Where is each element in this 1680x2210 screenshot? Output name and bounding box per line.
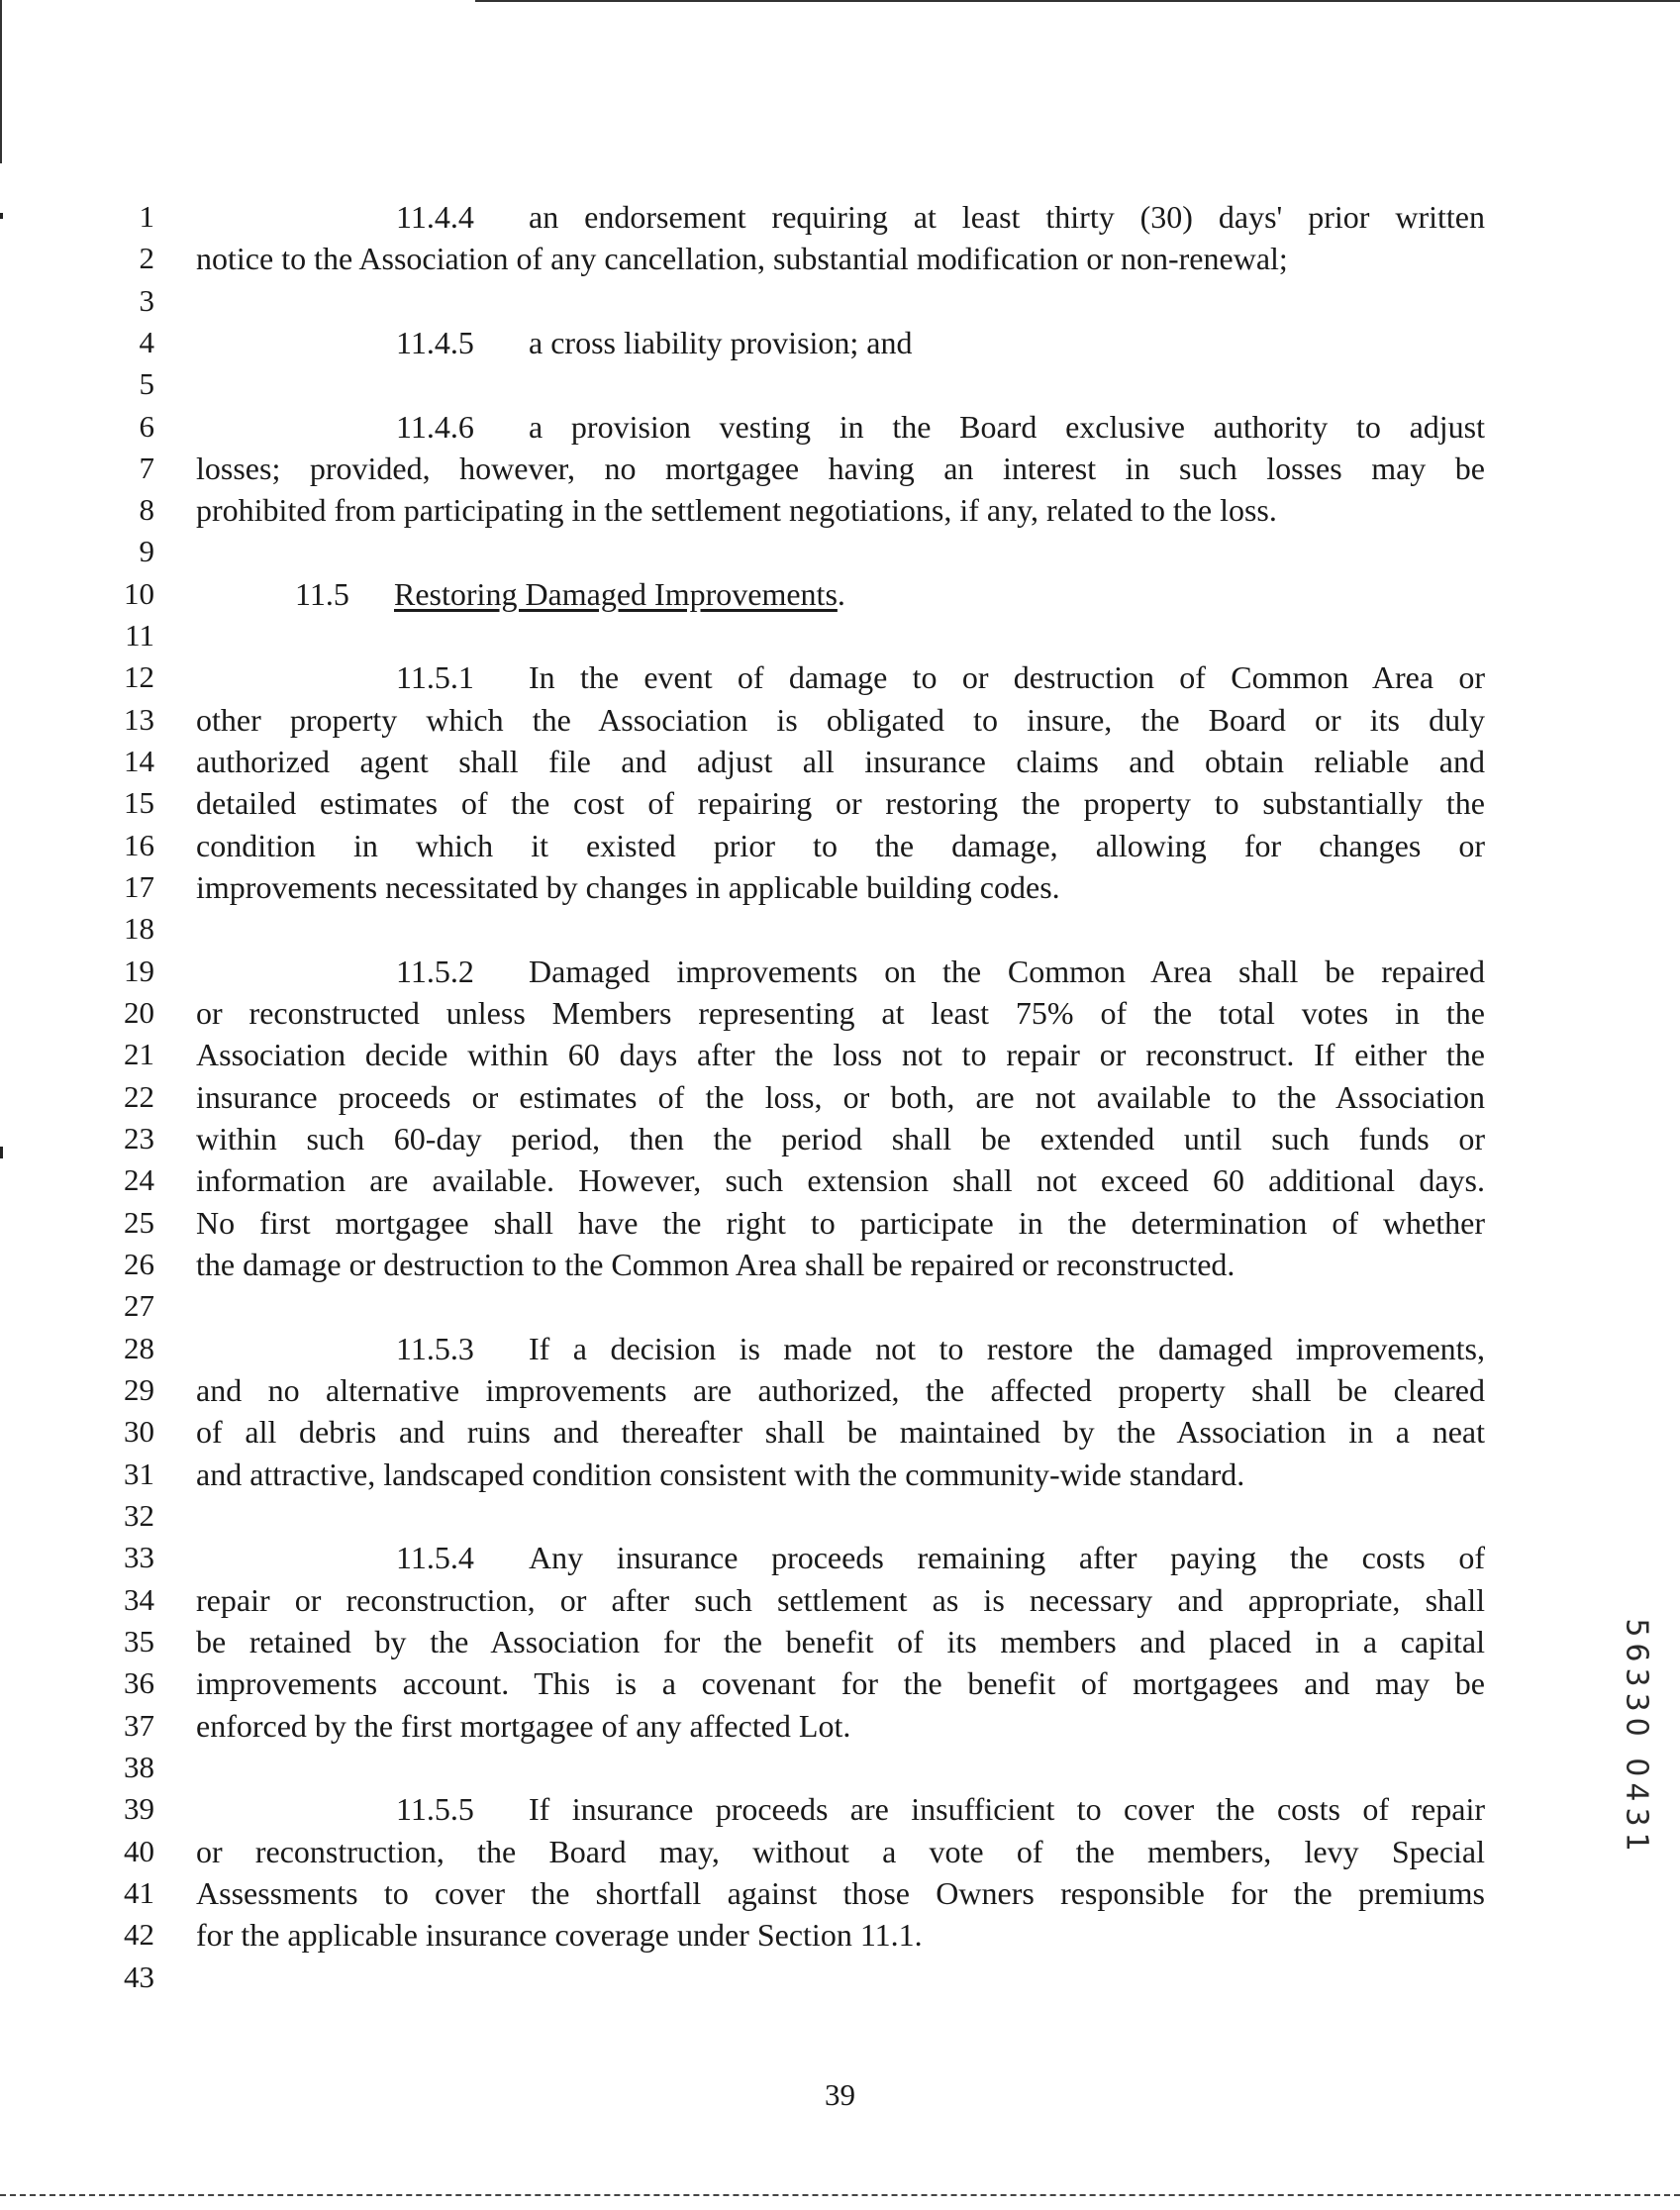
line-number: 3 — [139, 283, 154, 318]
text-line: Any insurance proceeds remaining after paying the costs of — [529, 1540, 1485, 1575]
text-line: Assessments to cover the shortfall against those Owners responsible for the premiums — [196, 1875, 1485, 1911]
line-number: 16 — [124, 828, 154, 862]
line-number: 4 — [139, 325, 154, 359]
heading-punctuation: . — [837, 576, 845, 612]
recording-stamp — [1609, 1589, 1664, 1886]
scan-mark — [0, 1147, 3, 1158]
text-line: information are available. However, such extension shall not exceed 60 additional days. — [196, 1162, 1485, 1198]
line-number: 34 — [124, 1582, 154, 1617]
line-number: 10 — [124, 576, 154, 611]
line-number: 37 — [124, 1708, 154, 1743]
line-number: 20 — [124, 995, 154, 1030]
text-line: improvements account. This is a covenant for the benefit of mortgagees and may be — [196, 1665, 1485, 1701]
line-number: 28 — [124, 1331, 154, 1365]
text-line: insurance proceeds or estimates of the loss, or both, are not available to the Association — [196, 1079, 1485, 1115]
line-number: 30 — [124, 1414, 154, 1449]
section-heading: Restoring Damaged Improvements — [394, 576, 838, 612]
line-number: 15 — [124, 785, 154, 820]
text-line: losses; provided, however, no mortgagee having an interest in such losses may be — [196, 451, 1485, 486]
text-line: within such 60-day period, then the period shall be extended until such funds or — [196, 1121, 1485, 1156]
text-line: If a decision is made not to restore the damaged improvements, — [529, 1331, 1485, 1366]
line-number: 31 — [124, 1457, 154, 1491]
section-number: 11.4.5 — [396, 325, 474, 360]
line-number: 27 — [124, 1288, 154, 1323]
text-line: In the event of damage to or destruction of Common Area or — [529, 659, 1485, 695]
scan-border-left — [0, 0, 2, 163]
text-line: Association decide within 60 days after the loss not to repair or reconstruct. If either the — [196, 1037, 1485, 1072]
section-number: 11.4.6 — [396, 409, 474, 445]
section-number: 11.5.2 — [396, 954, 474, 989]
line-number: 40 — [124, 1834, 154, 1868]
line-number: 1 — [139, 199, 154, 234]
line-number: 9 — [139, 534, 154, 568]
text-line: other property which the Association is obligated to insure, the Board or its duly — [196, 702, 1485, 738]
text-line: enforced by the first mortgagee of any affected Lot. — [196, 1708, 851, 1744]
line-number: 36 — [124, 1665, 154, 1700]
text-line: or reconstructed unless Members representing at least 75% of the total votes in the — [196, 995, 1485, 1031]
line-number: 43 — [124, 1959, 154, 1994]
recording-stamp-text: 56330 0431 — [1619, 1618, 1654, 1858]
line-number: 17 — [124, 869, 154, 904]
section-number: 11.5.5 — [396, 1791, 474, 1827]
text-line: prohibited from participating in the settlement negotiations, if any, related to the loss. — [196, 492, 1277, 528]
section-number: 11.5.4 — [396, 1540, 474, 1575]
line-number: 23 — [124, 1121, 154, 1155]
text-line: and no alternative improvements are authorized, the affected property shall be cleared — [196, 1372, 1485, 1408]
line-number: 35 — [124, 1624, 154, 1658]
text-line: and attractive, landscaped condition consistent with the community-wide standard. — [196, 1457, 1245, 1492]
line-number: 11 — [125, 618, 154, 653]
line-number: 25 — [124, 1205, 154, 1240]
text-line: authorized agent shall file and adjust all insurance claims and obtain reliable and — [196, 744, 1485, 779]
line-number: 26 — [124, 1247, 154, 1281]
line-number: 32 — [124, 1498, 154, 1533]
line-number: 22 — [124, 1079, 154, 1114]
text-line: repair or reconstruction, or after such settlement as is necessary and appropriate, shall — [196, 1582, 1485, 1618]
line-number: 41 — [124, 1875, 154, 1910]
line-number: 18 — [124, 911, 154, 946]
line-number: 14 — [124, 744, 154, 778]
line-number: 39 — [124, 1791, 154, 1826]
line-number: 7 — [139, 451, 154, 485]
text-line: improvements necessitated by changes in applicable building codes. — [196, 869, 1060, 905]
text-line: a provision vesting in the Board exclusive authority to adjust — [529, 409, 1485, 445]
page-number: 39 — [825, 2077, 855, 2112]
text-line: be retained by the Association for the benefit of its members and placed in a capital — [196, 1624, 1485, 1659]
line-number: 13 — [124, 702, 154, 737]
text-line: an endorsement requiring at least thirty (30) days' prior written — [529, 199, 1485, 235]
text-line: a cross liability provision; and — [529, 325, 913, 360]
text-line: the damage or destruction to the Common Area shall be repaired or reconstructed. — [196, 1247, 1235, 1282]
section-number: 11.4.4 — [396, 199, 474, 235]
section-number: 11.5.1 — [396, 659, 474, 695]
text-line: If insurance proceeds are insufficient to cover the costs of repair — [529, 1791, 1485, 1827]
line-number: 5 — [139, 366, 154, 401]
line-number: 21 — [124, 1037, 154, 1071]
line-number: 6 — [139, 409, 154, 444]
text-line: or reconstruction, the Board may, without a vote of the members, levy Special — [196, 1834, 1485, 1869]
line-number: 8 — [139, 492, 154, 527]
scan-border-top — [475, 0, 1680, 2]
scan-mark — [0, 213, 3, 219]
line-number: 42 — [124, 1917, 154, 1952]
line-number: 38 — [124, 1750, 154, 1784]
text-line: notice to the Association of any cancellation, substantial modification or non-renewal; — [196, 241, 1288, 276]
scan-border-bottom — [0, 2194, 1680, 2196]
line-number: 24 — [124, 1162, 154, 1197]
text-line: detailed estimates of the cost of repairing or restoring the property to substantially the — [196, 785, 1485, 821]
line-number: 29 — [124, 1372, 154, 1407]
text-line: of all debris and ruins and thereafter shall be maintained by the Association in a neat — [196, 1414, 1485, 1450]
section-number: 11.5 — [295, 576, 349, 612]
text-line: No first mortgagee shall have the right to participate in the determination of whether — [196, 1205, 1485, 1241]
text-line: Damaged improvements on the Common Area shall be repaired — [529, 954, 1485, 989]
text-line: for the applicable insurance coverage under Section 11.1. — [196, 1917, 923, 1953]
line-number: 33 — [124, 1540, 154, 1574]
line-number: 19 — [124, 954, 154, 988]
text-line: condition in which it existed prior to the damage, allowing for changes or — [196, 828, 1485, 863]
line-number: 12 — [124, 659, 154, 694]
section-number: 11.5.3 — [396, 1331, 474, 1366]
line-number: 2 — [139, 241, 154, 275]
